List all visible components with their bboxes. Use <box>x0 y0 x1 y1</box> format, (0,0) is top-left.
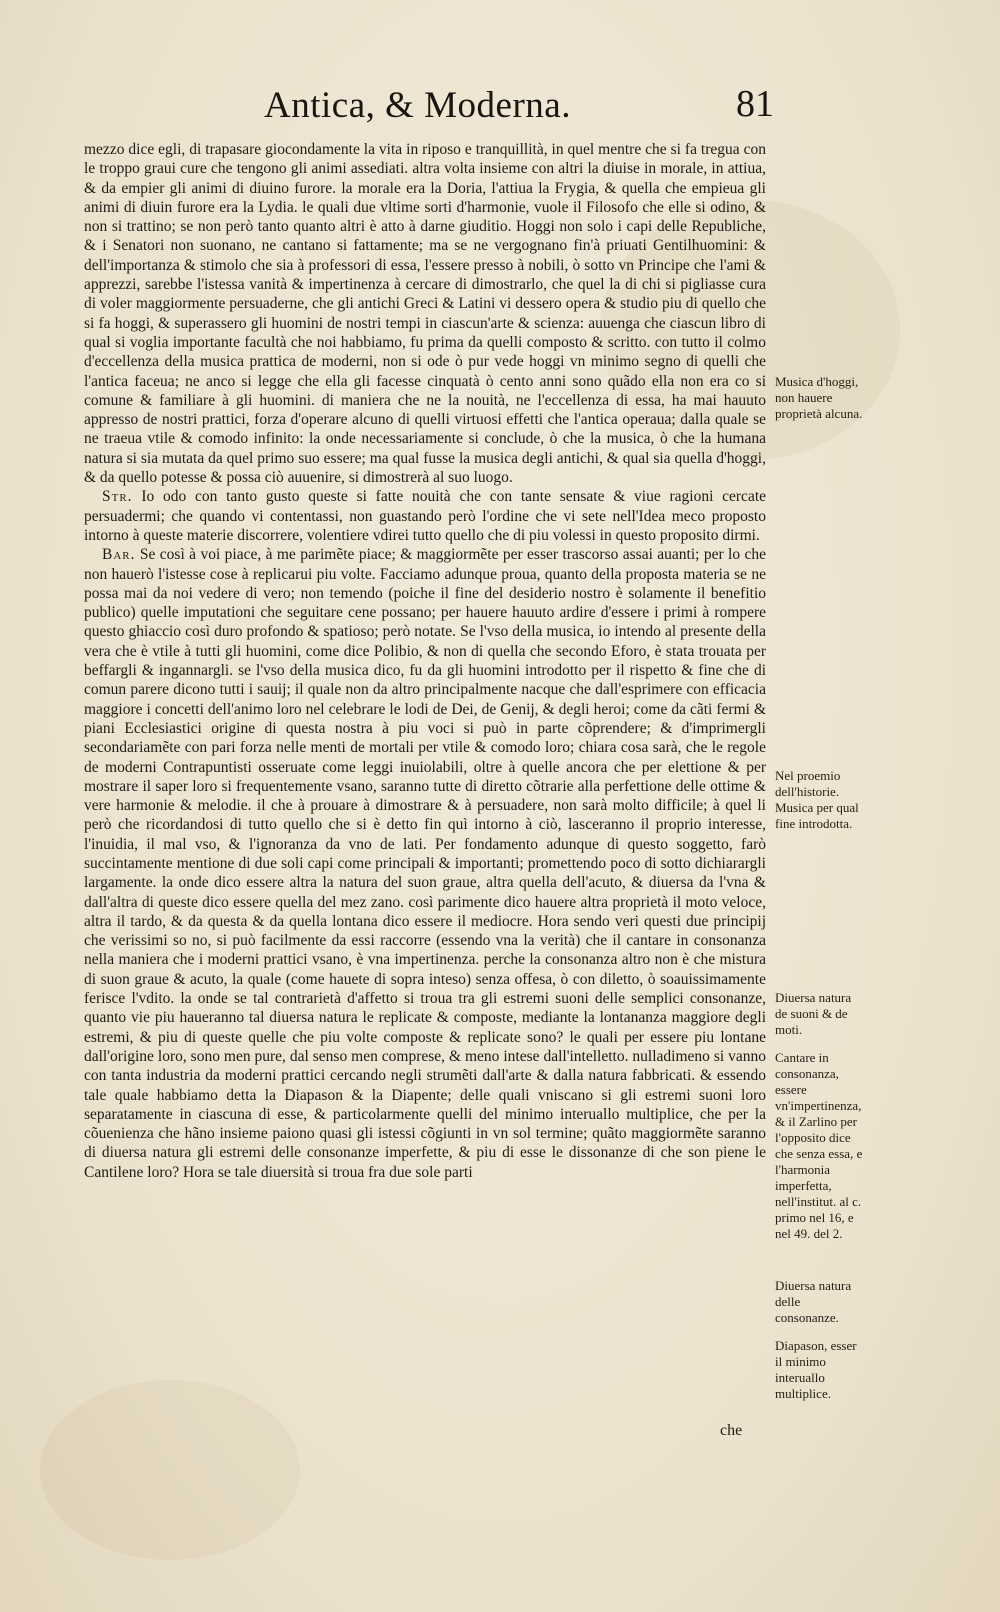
paper-stain <box>40 1380 300 1560</box>
margin-note: Cantare in consonanza, essere vn'impertinenza, & il Zarlino per l'opposito dice che senza essa, e l'harmonia imperfetta, nell'institut. al c. primo nel 16, e nel 49. del 2. <box>775 1050 863 1241</box>
margin-note: Diuersa natura de suoni & de moti. <box>775 990 852 1037</box>
speaker-label: Bar. <box>102 546 136 564</box>
running-head: Antica, & Moderna. <box>264 85 571 126</box>
page-number: 81 <box>736 83 774 125</box>
speaker-label: Str. <box>102 488 133 506</box>
page-header <box>84 84 774 130</box>
paragraph <box>84 487 766 545</box>
paragraph-text: Se così à voi piace, à me parimẽte piace; & maggiormẽte per esser trascorso assai auanti; per lo che non hauerò l'istesse cose à replicarui piu volte. Facciamo adunque proua, quanto della proposta materia se ne possa mai da noi vedere di vero; non temendo (poiche il fine del desiderio nostro è solamente il benefitio publico) quelle imputationi che seguitare cene possano; per hauere hauuto ardire d'essere i primi à rompere questo ghiaccio così duro profondo & spatioso; però notate. Se l'vso della musica, io intendo al presente della vera che è vtile à tutti gli huomini, come dice Polibio, & non di quella che secondo Eforo, è stata trouata per beffargli & ingannargli. se l'vso della musica dico, fu da gli huomini introdotto per il rispetto & fine che di comun parere dicono tutti i sauij; il quale non da altro principalmente nacque che dall'esprimere con efficacia maggiore i concetti dell'animo loro nel celebrare le lodi de Dei, de Genij, & degli heroi; come da cãti fermi & piani Ecclesiastici origine di questa nostra à piu voci si può in parte cõprendere; & d'imprimergli secondariamẽte con pari forza nelle menti de mortali per vtile & comodo loro; chiara cosa sarà, che le regole de moderni Contrapuntisti osseruate come leggi inuiolabili, oltre à quelle ancora che per elettione & per mostrare il saper loro si frequentemente vsano, saranno tutte di diretto cõtrarie alla perfettione delle ottime & vere harmonie & melodie. il che à prouare à dimostrare & à persuadere, non sarà molto difficile; à quel li però che ricordandosi di tutto quello che si è detto fin quì intorno à ciò, lasceranno il proprio interesse, l'inuidia, il mal vso, & l'ignoranza da vno de lati. Per fondamento adunque di questo soggetto, farò succintamente mentione di due soli capi come principali & importanti; promettendo poco di sotto dichiarargli largamente. la onde dico essere altra la natura del suon graue, altra quella dell'acuto, & diuersa da l'vna & dall'altra di queste dico essere quella del mez zano. così parimente dico hauere altra proprietà il moto veloce, altra il tardo, & da questa & da quella lontana dico essere il mediocre. Hora sendo veri questi due principij che verissimi so no, si può facilmente da essi raccorre (essendo vna la verità) che il cantare in consonanza nella maniera che i moderni prattici vsano, è vna impertinenza. perche la consonanza altro non è che mistura di suon graue & acuto, la quale (come hauete di sopra inteso) senza offesa, ò con diletto, ò soauissimamente ferisce l'vdito. la onde se tal contrarietà d'affetto si troua tra gli estremi suoni delle semplici consonanze, quanto vie piu haueranno tal diuersa natura le replicate & composte, mediante la lontananza maggiore degli estremi, & piu di queste quelle che piu volte composte & replicate sono? le quali per essere piu lontane dall'origine loro, sono men pure, dal senso men comprese, & meno intese dall'intelletto. nulladimeno si vanno con tanta industria da moderni prattici cercando negli strumẽti dall'arte & dalla natura fabbricati. & essendo tale quale habbiamo detta la Diapason & la Diapente; delle quali vniscano si gli estremi suoni loro separatamente in ciascuna di esse, & particolarmente quelli del minimo interuallo multiplice, che per la cõuenienza che hãno insieme paiono quasi gli istessi cõgiunti in vn sol termine; quãto maggiormẽte saranno di diuersa natura gli estremi delle consonanze imperfette, & piu di esse le dissonanze di che son piene le Cantilene loro? Hora se tale diuersità si troua fra due sole parti <box>84 546 766 1181</box>
margin-note: Nel proemio dell'historie. Musica per qual fine introdotta. <box>775 768 859 831</box>
paragraph-text: Io odo con tanto gusto queste si fatte nouità che con tante sensate & viue ragioni cercate persuadermi; che quando vi contentassi, non guastando però l'ordine che vi sete nell'Idea meco proposto intorno à queste materie discorrere, volentiere vdirei tutto quello che di piu volessi in questo proposito dirmi. <box>84 488 767 544</box>
main-text-block <box>84 140 766 1182</box>
margin-note: Musica d'hoggi, non hauere proprietà alcuna. <box>775 374 863 421</box>
paragraph-text: mezzo dice egli, di trapasare giocondamente la vita in riposo e tranquillità, in quel mentre che si fa tregua con le troppo graui cure che tengono gli animi assediati. altra volta insieme con altri la diuise in morale, in attiua, & da empier gli animi di diuino furore. la morale era la Doria, l'attiua la Frygia, & quella che empieua gli animi di diuin furore era la Lydia. le quali due vltime sorti d'harmonie, vuole il Filosofo che elle si odino, & non si trattino; se non però tanto quanto altri è atto à darne giuditio. Hoggi non solo i capi delle Republiche, & i Senatori non suonano, ne cantano si fattamente; ma se ne vergognano fin'à priuati Gentilhuomini: & dell'importanza & stimolo che sia à professori di essa, l'essere presso à nobili, ò sotto vn Principe che l'ami & apprezzi, sarebbe l'istessa vanità & impertinenza à cercare di dimostrarlo, che quel la di chi si pigliasse cura di voler maggiormente persuaderne, che gli antichi Greci & Latini vi dessero opera & studio piu di quello che si fa hoggi, & superassero gli huomini de nostri tempi in ciascun'arte & scienza: auuenga che ciascun libro di qual si voglia importante facultà che noi habbiamo, fu prima da quelli composto & scritto. con tutto il colmo d'eccellenza della musica prattica de moderni, non si ode ò pur vede hoggi vn minimo segno di quelli che l'antica faceua; ne anco si legge che ella gli facesse cinquatà ò cento anni sono quãdo ella non era co si comune & familiare à gli huomini. di maniera che ne la nouità, ne l'eccellenza di essa, ha mai hauuto appresso de nostri prattici, forza d'operare alcuno di quelli virtuosi effetti che l'antica operaua; dalla quale se ne traeua vtile & comodo infinito: la onde necessariamente si conclude, ò che la musica, ò che la humana natura si sia mutata da quel primo suo essere; ma qual fusse la musica degli antichi, & qual sia quella d'hoggi, & da quello potesse & possa ciò auuenire, si dimostrerà al suo luogo. <box>84 141 766 487</box>
catchword: che <box>720 1422 743 1439</box>
margin-note: Diuersa natura delle consonanze. <box>775 1278 852 1325</box>
margin-note: Diapason, esser il minimo interuallo multiplice. <box>775 1338 857 1401</box>
paragraph <box>84 545 766 1182</box>
paragraph <box>84 140 766 487</box>
